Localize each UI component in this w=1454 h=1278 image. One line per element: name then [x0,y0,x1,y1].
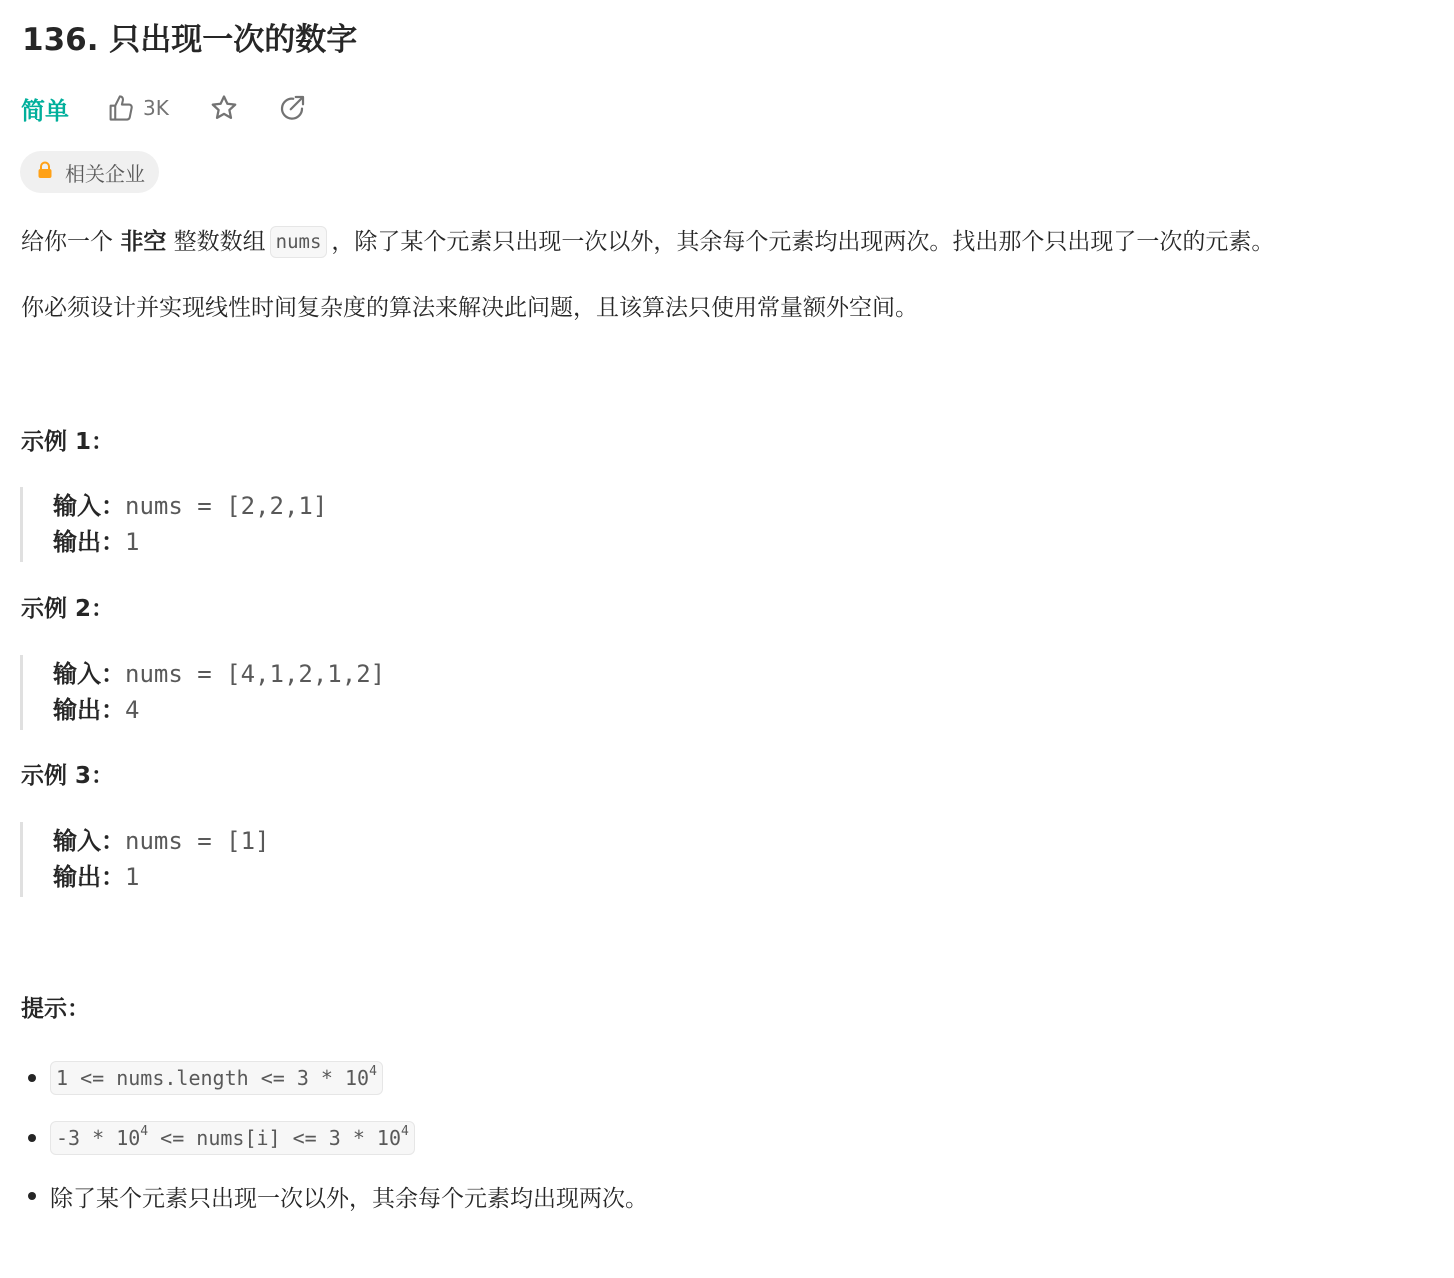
bullet [28,1134,36,1142]
output-value: 1 [125,863,140,891]
example-1-block [20,487,623,562]
constraint-2-text-a: -3 * 10 [56,1126,141,1150]
related-companies-tag[interactable] [20,151,159,193]
desc-text-2: 整数数组 [173,229,266,255]
example-3-output [53,860,139,894]
input-value: nums = [1] [125,827,270,855]
constraint-3-text: 除了某个元素只出现一次以外，其余每个元素均出现两次。 [50,1185,648,1212]
input-value: nums = [4,1,2,1,2] [125,660,386,688]
example-2-block [20,655,623,730]
output-value: 1 [125,528,140,556]
constraint-code-1: 1 <= nums.length <= 3 * 10 $^4$ [50,1061,383,1095]
related-companies-label: 相关企业 [65,161,145,186]
problem-title: 136. 只出现一次的数字 [22,22,358,58]
example-1-title: 示例 1： [21,429,115,455]
example-2-output [53,693,139,727]
constraint-2-text-b: <= nums[i] <= 3 * 10 [148,1126,401,1150]
desc-text-1: 给你一个 [21,229,113,255]
like-button[interactable] [107,93,169,123]
example-3-title: 示例 3： [21,763,115,789]
desc-text-3: ，除了某个元素只出现一次以外，其余每个元素均出现两次。找出那个只出现了一次的元素。 [331,229,1275,255]
example-1-output [53,525,139,559]
input-label: 输入： [53,827,125,855]
constraint-1-text: 1 <= nums.length <= 3 * 10 [56,1066,370,1090]
example-2-input [53,657,385,691]
favorite-button[interactable] [209,93,239,123]
output-label: 输出： [53,528,125,556]
difficulty-badge[interactable]: 简单 [21,96,69,125]
constraint-item-1 [28,1060,383,1096]
example-3-block [20,822,623,897]
output-label: 输出： [53,863,125,891]
thumbs-up-icon [107,93,135,123]
input-label: 输入： [53,660,125,688]
input-label: 输入： [53,492,125,520]
constraint-item-3 [28,1178,648,1214]
example-3-input [53,824,270,858]
problem-meta-bar [21,86,345,130]
constraints-title: 提示： [21,996,90,1022]
bullet [28,1074,36,1082]
inline-code-nums: nums [270,226,328,258]
desc-bold-nonempty: 非空 [120,229,167,255]
constraint-code-2: -3 * 10 $^4$ <= nums[i] <= 3 * 10 $^4$ [50,1121,415,1155]
description-paragraph-1 [21,224,1274,260]
share-button[interactable] [277,93,307,123]
bullet [28,1192,36,1200]
output-label: 输出： [53,696,125,724]
share-icon [277,93,307,123]
lock-icon [37,161,53,183]
like-count: 3K [143,96,169,120]
description-paragraph-2: 你必须设计并实现线性时间复杂度的算法来解决此问题，且该算法只使用常量额外空间。 [21,295,918,321]
example-2-title: 示例 2： [21,596,115,622]
example-1-input [53,489,327,523]
star-icon [209,93,239,123]
input-value: nums = [2,2,1] [125,492,328,520]
constraint-item-2 [28,1120,415,1156]
output-value: 4 [125,696,140,724]
